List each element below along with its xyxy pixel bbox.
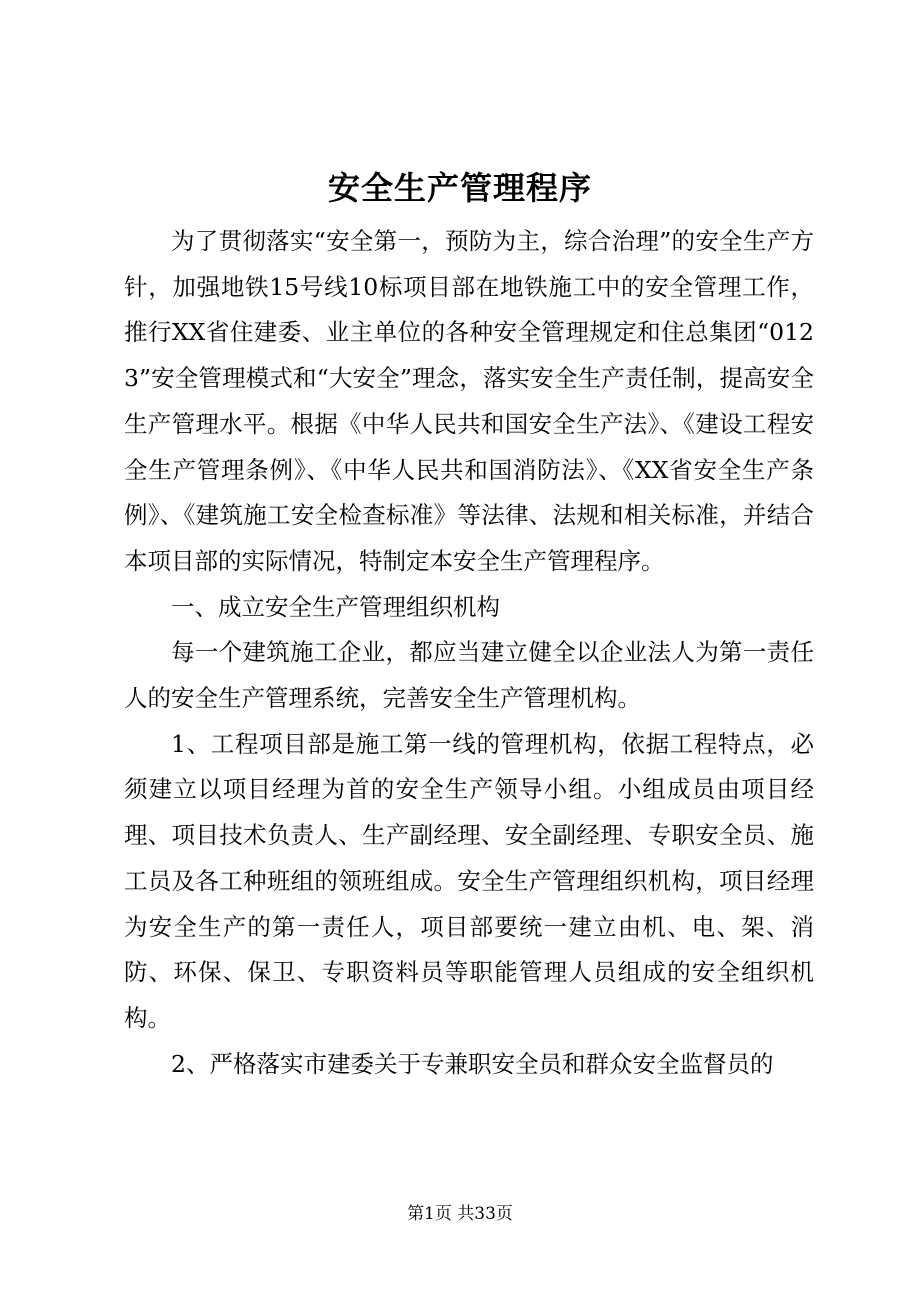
page-number-footer: 第1页 共33页 — [407, 1204, 513, 1224]
paragraph-item-2: 2、严格落实市建委关于专兼职安全员和群众安全监督员的 — [171, 1049, 774, 1078]
document-title: 安全生产管理程序 — [327, 169, 592, 207]
paragraph-item-1: 1、工程项目部是施工第一线的管理机构，依据工程特点，必须建立以项目经理为首的安全生产领导小组。小组成员由项目经理、项目技术负责人、生产副经理、安全副经理、专职安全员、施工员及各工种班组的领班组成。安全生产管理组织机构，项目经理为安全生产的第一责任人，项目部要统一建立由机、电、架、消防、环保、保卫、专职资料员等职能管理人员组成的安全组织机构。 — [124, 729, 814, 1032]
section-heading-1: 一、成立安全生产管理组织机构 — [171, 592, 500, 621]
paragraph-intro: 为了贯彻落实“安全第一，预防为主，综合治理”的安全生产方针，加强地铁15号线10标项目部在地铁施工中的安全管理工作，推行XX省住建委、业主单位的各种安全管理规定和住总集团“0123”安全管理模式和“大安全”理念，落实安全生产责任制，提高安全生产管理水平。根据《中华人民共和国安全生产法》、《建设工程安全生产管理条例》、《中华人民共和国消防法》、《XX省安全生产条例》、《建筑施工安全检查标准》等法律、法规和相关标准，并结合本项目部的实际情况，特制定本安全生产管理程序。 — [124, 227, 814, 575]
document-body — [124, 219, 814, 1087]
paragraph-section-1: 每一个建筑施工企业，都应当建立健全以企业法人为第一责任人的安全生产管理系统，完善安全生产管理机构。 — [124, 638, 814, 713]
